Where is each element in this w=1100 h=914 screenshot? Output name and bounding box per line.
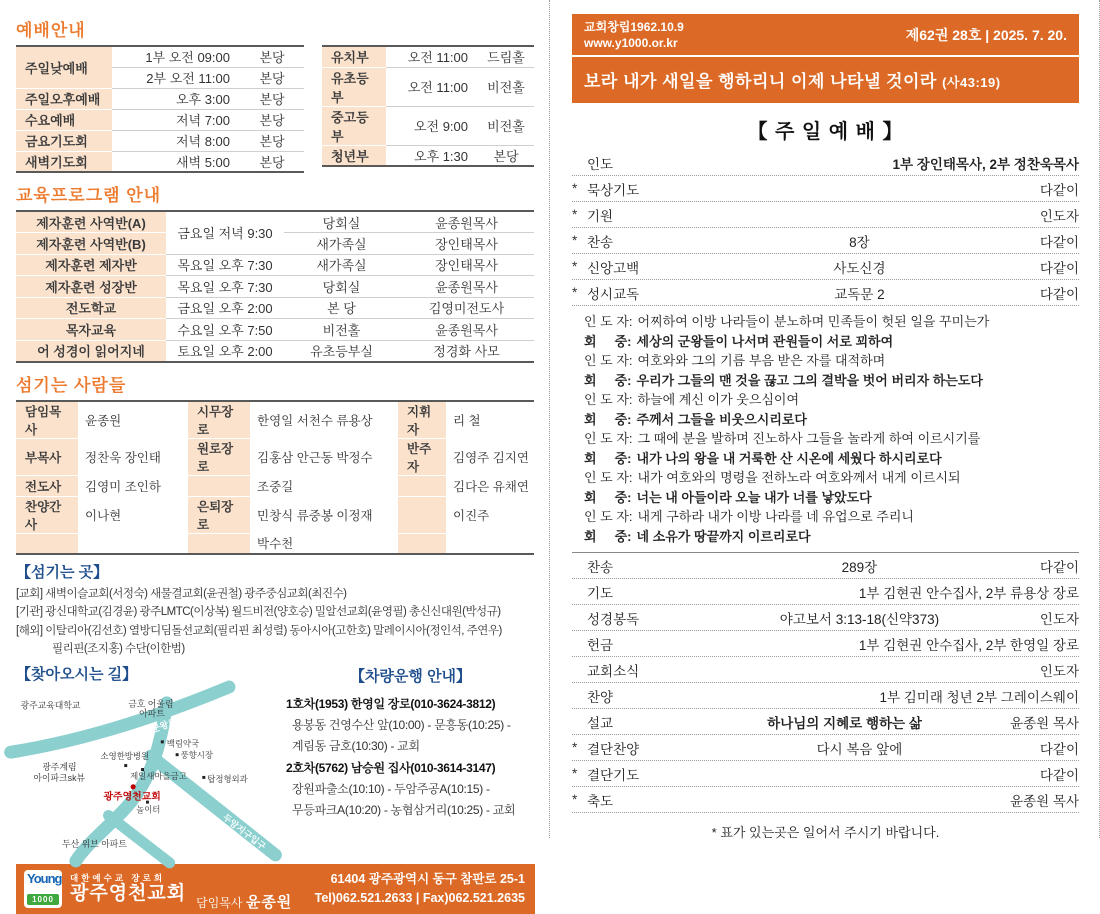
worship-label: 금요기도회 bbox=[16, 130, 112, 151]
theme-verse bbox=[572, 57, 1079, 103]
logo-top-text: Young bbox=[27, 870, 62, 886]
church-map-label: 광주영천교회 bbox=[103, 791, 161, 803]
edu-class: 전도학교 bbox=[16, 297, 166, 319]
worship-label: 새벽기도회 bbox=[16, 151, 112, 172]
edu-schedule: 토요일 오후 2:00 bbox=[177, 344, 273, 359]
church-marker bbox=[131, 784, 136, 789]
table-row bbox=[322, 67, 534, 106]
order-item-person: 다같이 bbox=[1039, 767, 1079, 783]
map-label: 광주교육대학교 bbox=[20, 700, 81, 711]
reading-line-leader: 인 도 자: 내게 구하라 내가 이방 나라를 네 유업으로 주리니 bbox=[584, 509, 914, 525]
reading-line-leader: 인 도 자: 내가 여호와의 명령을 전하노라 여호와께서 내게 이르시되 bbox=[584, 470, 961, 486]
edu-teacher: 장인태목사 bbox=[399, 233, 534, 255]
person-names: 김영주 김지연 bbox=[446, 438, 534, 475]
order-item-person: 다같이 bbox=[1039, 182, 1079, 198]
edu-teacher: 장인태목사 bbox=[399, 254, 534, 276]
church-address: 61404 광주광역시 동구 참판로 25-1 bbox=[330, 871, 525, 886]
masthead-top bbox=[572, 14, 1079, 57]
reading-line-leader: 인 도 자: 그 때에 분을 발하며 진노하사 그들을 놀라게 하여 이르시기를 bbox=[584, 431, 981, 447]
church-footer-bar bbox=[16, 864, 535, 914]
responsive-reading bbox=[572, 306, 1079, 553]
edu-class: 제자훈련 사역반(A) bbox=[16, 211, 166, 233]
map-label: 백림약국 bbox=[166, 737, 200, 748]
worship-time: 2부 오전 11:00 bbox=[112, 67, 240, 88]
edu-teacher: 윤종원목사 bbox=[399, 319, 534, 341]
order-item-label: 인도 bbox=[587, 156, 614, 172]
serving-places-line: [교회] 새벽이슬교회(서정숙) 새물결교회(윤권철) 광주중심교회(최진수) bbox=[16, 588, 347, 600]
map-label: 제일새마을금고 bbox=[130, 770, 187, 781]
edu-schedule: 목요일 오후 7:30 bbox=[166, 276, 284, 298]
worship-times-table bbox=[16, 45, 304, 173]
shuttle-line: 용봉동 건영수산 앞(10:00) - 문흥동(10:25) - bbox=[292, 717, 511, 732]
table-row bbox=[16, 88, 304, 109]
dept-place: 드림홀 bbox=[478, 46, 534, 67]
order-item-label: 묵상기도 bbox=[587, 182, 640, 198]
edu-class: 제자훈련 성장반 bbox=[16, 276, 166, 298]
order-item-person: 1부 김미래 청년 2부 그레이스웨이 bbox=[879, 689, 1079, 705]
logo-bottom-text: 1000 bbox=[27, 894, 59, 905]
order-item-label: 헌금 bbox=[587, 637, 614, 653]
servants-title: 섬기는 사람들 bbox=[16, 375, 127, 395]
edu-place: 본 당 bbox=[284, 297, 399, 319]
role-label bbox=[16, 533, 78, 554]
role-label: 은퇴장로 bbox=[188, 496, 250, 533]
education-table bbox=[16, 210, 534, 363]
shuttle-line: 2호차(5762) 남승원 집사(010-3614-3147) bbox=[286, 760, 496, 775]
map-label: 두산 위브 아파트 bbox=[62, 838, 127, 849]
table-row bbox=[16, 109, 304, 130]
reading-line-congregation: 회 중: 내가 나의 왕을 내 거룩한 산 시온에 세웠다 하시리로다 bbox=[584, 450, 942, 466]
worship-time: 저녁 8:00 bbox=[112, 130, 240, 151]
service-order-row bbox=[572, 657, 1079, 683]
service-order-row bbox=[572, 202, 1079, 228]
person-names: 김다은 유채연 bbox=[446, 475, 534, 496]
person-names: 민창식 류중봉 이정재 bbox=[250, 496, 398, 533]
founded-date: 교회창립1962.10.9 bbox=[584, 20, 684, 34]
worship-place: 본당 bbox=[240, 109, 304, 130]
stand-marker: * bbox=[572, 285, 578, 301]
order-of-worship bbox=[572, 150, 1079, 813]
location-map bbox=[16, 687, 276, 855]
dept-label: 유치부 bbox=[322, 46, 386, 67]
order-item-person: 다같이 bbox=[1039, 741, 1079, 757]
role-label bbox=[398, 496, 446, 533]
reading-line-congregation: 회 중: 주께서 그들을 비웃으시리로다 bbox=[584, 411, 807, 427]
person-names: 김영미 조인하 bbox=[78, 475, 188, 496]
order-item-person: 1부 김현권 안수집사, 2부 한영일 장로 bbox=[858, 637, 1079, 653]
pastor-name: 윤종원 bbox=[245, 893, 293, 911]
order-item-person: 인도자 bbox=[1039, 611, 1079, 627]
serving-places bbox=[16, 561, 535, 659]
dept-place: 본당 bbox=[493, 148, 519, 164]
edu-teacher: 정경화 사모 bbox=[433, 344, 500, 359]
department-times-table bbox=[322, 45, 534, 167]
order-item-label: 찬송 bbox=[587, 559, 614, 575]
person-names: 김홍삼 안근동 박정수 bbox=[250, 438, 398, 475]
role-label: 찬양간사 bbox=[16, 496, 78, 533]
worship-place: 본당 bbox=[240, 88, 304, 109]
person-names: 리 철 bbox=[446, 401, 534, 439]
order-item-label: 결단찬양 bbox=[587, 741, 640, 757]
service-order-row-sermon bbox=[572, 709, 1079, 735]
map-label: 풍향시장 bbox=[180, 749, 213, 760]
order-item-label: 신앙고백 bbox=[587, 260, 640, 276]
reading-line-congregation: 회 중: 너는 내 아들이라 오늘 내가 너를 낳았도다 bbox=[584, 489, 872, 505]
order-item-label: 성경봉독 bbox=[587, 611, 640, 627]
dept-label: 중고등부 bbox=[322, 106, 386, 145]
order-item-person: 1부 김현권 안수집사, 2부 류용상 장로 bbox=[858, 585, 1079, 601]
person-names: 윤종원 bbox=[78, 401, 188, 439]
edu-class: 제자훈련 사역반(B) bbox=[16, 233, 166, 255]
serving-places-line: 필리핀(조지홍) 수단(이한범) bbox=[52, 643, 185, 656]
order-item-content: 8장 bbox=[849, 234, 870, 250]
role-label: 담임목사 bbox=[16, 401, 78, 439]
shuttle-line: 계림동 금호(10:30) - 교회 bbox=[292, 739, 420, 754]
directions-title: 【찾아오시는 길】 bbox=[16, 665, 138, 683]
order-item-label: 기도 bbox=[587, 585, 614, 601]
dept-time: 오후 1:30 bbox=[413, 148, 468, 164]
road-label: 두암지구입구 bbox=[220, 811, 268, 852]
verse-text: 보라 내가 새일을 행하리니 이제 나타낼 것이라 bbox=[584, 72, 937, 92]
person-names: 정찬욱 장인태 bbox=[78, 438, 188, 475]
service-order-row bbox=[572, 150, 1079, 176]
service-order-row bbox=[572, 631, 1079, 657]
person-names: 한영일 서천수 류용상 bbox=[250, 401, 398, 439]
edu-place: 당회실 bbox=[284, 211, 399, 233]
edu-class: 어 성경이 읽어지네 bbox=[16, 340, 166, 362]
table-row bbox=[16, 438, 534, 475]
map-label: 놀이터 bbox=[136, 804, 161, 815]
table-row bbox=[16, 130, 304, 151]
edu-schedule: 금요일 오후 2:00 bbox=[166, 297, 284, 319]
order-item-label: 찬양 bbox=[587, 689, 614, 705]
stand-marker: * bbox=[572, 207, 578, 223]
edu-place: 새가족실 bbox=[284, 233, 399, 255]
edu-class: 목자교육 bbox=[16, 319, 166, 341]
role-label bbox=[188, 533, 250, 554]
role-label: 지휘자 bbox=[398, 401, 446, 439]
stand-marker: * bbox=[572, 740, 578, 756]
map-and-shuttle bbox=[16, 661, 535, 860]
role-label: 반주자 bbox=[398, 438, 446, 475]
dept-label: 청년부 bbox=[322, 145, 386, 166]
table-row bbox=[16, 475, 534, 496]
directions-section bbox=[16, 661, 278, 860]
person-names: 이진주 bbox=[446, 496, 534, 533]
stand-marker: * bbox=[572, 766, 578, 782]
stand-marker: * bbox=[572, 233, 578, 249]
person-names: 박수천 bbox=[250, 533, 398, 554]
table-row bbox=[16, 297, 534, 319]
order-item-label: 축도 bbox=[587, 793, 614, 809]
worship-place: 본당 bbox=[259, 154, 285, 170]
service-order-row bbox=[572, 735, 1079, 761]
order-item-person: 인도자 bbox=[1039, 663, 1079, 679]
map-label: 아파트 bbox=[139, 708, 165, 719]
service-order-row bbox=[572, 228, 1079, 254]
service-order-row bbox=[572, 254, 1079, 280]
table-row bbox=[322, 106, 534, 145]
order-item-person: 다같이 bbox=[1039, 286, 1079, 302]
map-label: 탑정형외과 bbox=[207, 773, 248, 784]
table-row bbox=[16, 533, 534, 554]
role-label bbox=[398, 475, 446, 496]
order-item-content: 다시 복음 앞에 bbox=[816, 741, 903, 757]
right-page bbox=[550, 0, 1100, 841]
reading-line-congregation: 회 중: 세상의 군왕들이 나서며 관원들이 서로 꾀하여 bbox=[584, 333, 894, 349]
masthead-info bbox=[584, 19, 684, 51]
left-page bbox=[0, 0, 550, 911]
worship-time: 1부 오전 09:00 bbox=[112, 46, 240, 67]
education-title: 교육프로그램 안내 bbox=[16, 186, 162, 205]
service-order-row bbox=[572, 553, 1079, 579]
order-item-content: 사도신경 bbox=[833, 260, 886, 276]
order-item-person: 다같이 bbox=[1039, 559, 1079, 575]
role-label: 전도사 bbox=[16, 475, 78, 496]
edu-teacher: 김영미전도사 bbox=[399, 297, 534, 319]
worship-label: 주일낮예배 bbox=[16, 46, 112, 88]
edu-schedule: 금요일 저녁 9:30 bbox=[166, 211, 284, 254]
verse-reference: (사43:19) bbox=[942, 75, 1001, 91]
order-item-label: 기원 bbox=[587, 208, 614, 224]
service-order-row bbox=[572, 280, 1079, 306]
edu-class: 제자훈련 제자반 bbox=[16, 254, 166, 276]
map-label: 금호 어울림 bbox=[128, 698, 174, 709]
table-row bbox=[322, 145, 534, 166]
table-row bbox=[16, 276, 534, 298]
service-order-row bbox=[572, 761, 1079, 787]
dept-time: 오전 11:00 bbox=[386, 46, 478, 67]
dept-time: 오전 11:00 bbox=[386, 67, 478, 106]
shuttle-line: 무등파크A(10:20) - 농협삼거리(10:25) - 교회 bbox=[292, 803, 516, 818]
reading-line-leader: 인 도 자: 어찌하여 이방 나라들이 분노하며 민족들이 헛된 일을 꾸미는가 bbox=[584, 314, 990, 330]
servants-table bbox=[16, 400, 534, 556]
worship-time: 새벽 5:00 bbox=[175, 154, 230, 170]
reading-line-congregation: 회 중: 우리가 그들의 맨 것을 끊고 그의 결박을 벗어 버리자 하는도다 bbox=[584, 372, 983, 388]
edu-place: 당회실 bbox=[284, 276, 399, 298]
person-names: 조중길 bbox=[250, 475, 398, 496]
service-order-row bbox=[572, 683, 1079, 709]
dept-label: 유초등부 bbox=[322, 67, 386, 106]
table-row bbox=[16, 496, 534, 533]
issue-number: 제62권 28호 | 2025. 7. 20. bbox=[905, 27, 1067, 44]
sermon-title: 하나님의 지혜로 행하는 삶 bbox=[767, 715, 922, 731]
table-row bbox=[16, 254, 534, 276]
stand-marker: * bbox=[572, 259, 578, 275]
person-names: 이나현 bbox=[78, 496, 188, 533]
church-name: 광주영천교회 bbox=[70, 883, 187, 905]
dept-place: 비전홀 bbox=[478, 106, 534, 145]
service-title: 【 주 일 예 배 】 bbox=[747, 121, 904, 144]
role-label bbox=[398, 533, 446, 554]
church-url: www.y1000.or.kr bbox=[584, 36, 678, 51]
person-names bbox=[446, 533, 534, 554]
order-item-content: 야고보서 3:13-18(신약373) bbox=[779, 611, 940, 627]
table-row bbox=[16, 46, 304, 67]
edu-teacher: 윤종원목사 bbox=[399, 211, 534, 233]
table-row bbox=[16, 211, 534, 233]
service-order-row bbox=[572, 579, 1079, 605]
pastor-label: 담임목사 bbox=[196, 895, 246, 910]
reading-line-leader: 인 도 자: 여호와와 그의 기름 부음 받은 자를 대적하며 bbox=[584, 353, 886, 369]
shuttle-line: 장원파출소(10:10) - 두암주공A(10:15) - bbox=[292, 782, 490, 796]
church-name-block bbox=[70, 872, 186, 905]
table-row bbox=[322, 46, 534, 67]
order-item-person: 1부 장인태목사, 2부 정찬욱목사 bbox=[892, 156, 1079, 172]
reading-line-congregation: 회 중: 네 소유가 땅끝까지 이르리로다 bbox=[584, 528, 811, 544]
order-item-person: 인도자 bbox=[1039, 208, 1079, 224]
order-item-label: 성시교독 bbox=[587, 286, 640, 302]
edu-place: 유초등부실 bbox=[310, 344, 373, 359]
church-phone: Tel)062.521.2633 | Fax)062.521.2635 bbox=[314, 890, 525, 905]
reading-line-leader: 인 도 자: 하늘에 계신 이가 웃으심이여 bbox=[584, 392, 800, 408]
order-item-label: 찬송 bbox=[587, 234, 614, 250]
service-order-row bbox=[572, 787, 1079, 813]
shuttle-section bbox=[278, 661, 535, 860]
shuttle-line: 1호차(1953) 한영일 장로(010-3624-3812) bbox=[286, 696, 496, 711]
denomination: 대한예수교 장로회 bbox=[70, 873, 166, 884]
serving-places-title: 【섬기는 곳】 bbox=[16, 564, 109, 581]
order-item-person: 다같이 bbox=[1039, 260, 1079, 276]
worship-guide-title: 예배안내 bbox=[16, 21, 86, 40]
road-label: 군왕로 bbox=[150, 716, 178, 734]
role-label: 원로장로 bbox=[188, 438, 250, 475]
order-item-label: 교회소식 bbox=[587, 663, 640, 679]
service-order-row bbox=[572, 176, 1079, 202]
edu-place: 새가족실 bbox=[284, 254, 399, 276]
worship-label: 주일오후예배 bbox=[16, 88, 112, 109]
edu-teacher: 윤종원목사 bbox=[399, 276, 534, 298]
role-label: 시무장로 bbox=[188, 401, 250, 439]
order-item-label: 설교 bbox=[587, 715, 614, 731]
service-order-row bbox=[572, 605, 1079, 631]
worship-time: 오후 3:00 bbox=[112, 88, 240, 109]
address-block bbox=[315, 870, 525, 908]
edu-schedule: 수요일 오후 7:50 bbox=[166, 319, 284, 341]
table-row bbox=[16, 340, 534, 362]
worship-place: 본당 bbox=[240, 46, 304, 67]
worship-place: 본당 bbox=[240, 130, 304, 151]
worship-place: 본당 bbox=[240, 67, 304, 88]
table-row bbox=[16, 151, 304, 172]
standing-note: * 표가 있는곳은 일어서 주시기 바랍니다. bbox=[711, 825, 940, 841]
order-item-person: 다같이 bbox=[1039, 234, 1079, 250]
masthead bbox=[572, 14, 1079, 103]
table-row bbox=[16, 319, 534, 341]
stand-marker: * bbox=[572, 181, 578, 197]
senior-pastor bbox=[196, 891, 292, 912]
worship-time: 저녁 7:00 bbox=[112, 109, 240, 130]
dept-place: 비전홀 bbox=[478, 67, 534, 106]
edu-place: 비전홀 bbox=[284, 319, 399, 341]
shuttle-title: 【차량운행 안내】 bbox=[349, 667, 472, 685]
serving-places-line: [해외] 이탈리아(김선호) 열방디딤돌선교회(필리핀 최성렬) 동아시아(고한호) 말레이시아(정인석, 주연우) bbox=[16, 624, 502, 637]
order-item-person: 윤종원 목사 bbox=[1010, 715, 1079, 731]
role-label bbox=[188, 475, 250, 496]
map-label: 소영한방병원 bbox=[100, 750, 150, 761]
stand-marker: * bbox=[572, 792, 578, 808]
worship-tables bbox=[16, 45, 535, 173]
dept-time: 오전 9:00 bbox=[386, 106, 478, 145]
order-item-content: 289장 bbox=[841, 559, 878, 575]
order-item-person: 윤종원 목사 bbox=[1010, 793, 1079, 809]
map-label: 아이파크sk뷰 bbox=[33, 772, 86, 783]
table-row bbox=[16, 401, 534, 439]
person-names bbox=[78, 533, 188, 554]
map-label: 광주계림 bbox=[42, 761, 77, 772]
worship-label: 수요예배 bbox=[16, 109, 112, 130]
serving-places-line: [기관] 광신대학교(김경윤) 광주LMTC(이상복) 월드비전(양호승) 밀알선교회(윤영필) 총신신대원(박성규) bbox=[16, 606, 501, 619]
order-item-label: 결단기도 bbox=[587, 767, 640, 783]
church-logo bbox=[24, 870, 62, 908]
role-label: 부목사 bbox=[16, 438, 78, 475]
edu-schedule: 목요일 오후 7:30 bbox=[166, 254, 284, 276]
order-item-content: 교독문 2 bbox=[834, 286, 885, 302]
